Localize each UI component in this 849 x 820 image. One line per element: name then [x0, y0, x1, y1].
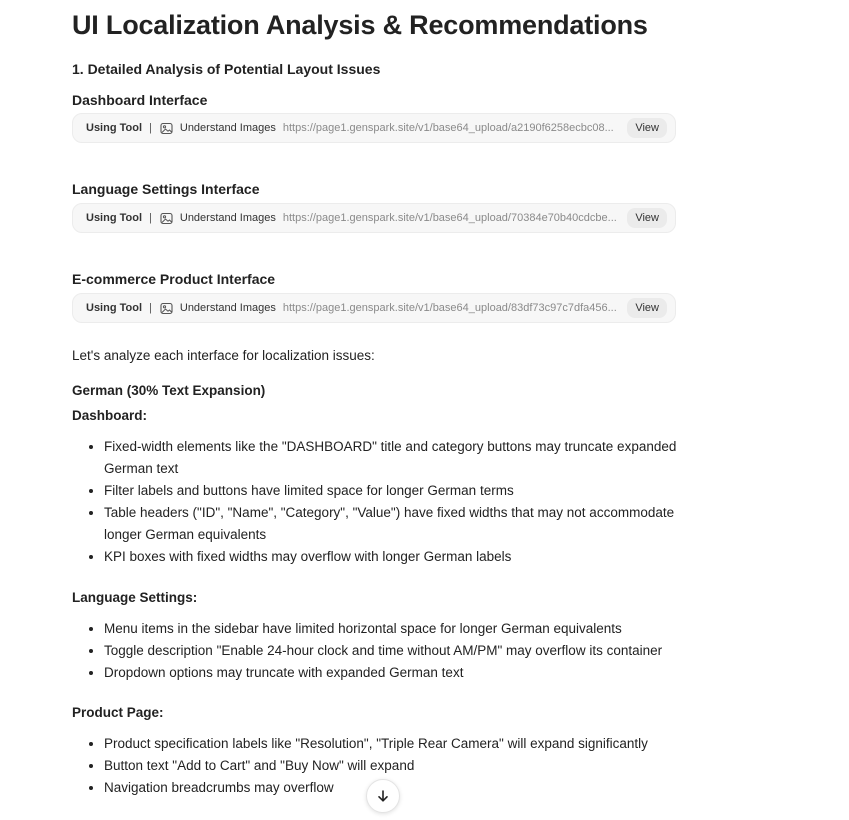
tool-call-url: https://page1.genspark.site/v1/base64_upload/70384e70b40cdcbe...	[282, 212, 617, 224]
tool-call-label: Using Tool	[86, 302, 143, 314]
tool-name: Understand Images	[179, 302, 276, 314]
dashboard-issues-list	[72, 436, 694, 568]
list-item: • Fixed-width elements like the "DASHBOARD" title and category buttons may truncate expanded German text	[104, 436, 694, 480]
image-icon	[160, 122, 173, 135]
view-button[interactable]: View	[627, 208, 667, 228]
intro-paragraph: Let's analyze each interface for localization issues:	[72, 348, 375, 363]
ecommerce-interface-heading: E-commerce Product Interface	[72, 271, 276, 287]
tool-call-card	[72, 113, 676, 143]
section-heading: 1. Detailed Analysis of Potential Layout Issues	[72, 61, 381, 77]
german-heading: German (30% Text Expansion)	[72, 383, 266, 398]
image-icon	[160, 212, 173, 225]
view-button[interactable]: View	[627, 118, 667, 138]
dashboard-heading: Dashboard:	[72, 408, 148, 423]
tool-call-url: https://page1.genspark.site/v1/base64_upload/a2190f6258ecbc08...	[282, 122, 614, 134]
list-item: • Navigation breadcrumbs may overflow	[104, 777, 694, 799]
language-settings-interface-heading: Language Settings Interface	[72, 181, 260, 197]
tool-name: Understand Images	[179, 212, 276, 224]
product-page-heading: Product Page:	[72, 705, 164, 720]
tool-call-url: https://page1.genspark.site/v1/base64_upload/83df73c97c7dfa456...	[282, 302, 617, 314]
list-item: • Filter labels and buttons have limited space for longer German terms	[104, 480, 694, 502]
language-settings-heading: Language Settings:	[72, 590, 198, 605]
view-button[interactable]: View	[627, 298, 667, 318]
image-icon	[160, 302, 173, 315]
tool-call-label: Using Tool	[86, 122, 143, 134]
arrow-down-icon	[376, 789, 390, 803]
list-item: • Button text "Add to Cart" and "Buy Now" will expand	[104, 755, 694, 777]
page-title: UI Localization Analysis & Recommendations	[72, 10, 648, 40]
dashboard-interface-heading: Dashboard Interface	[72, 92, 208, 108]
scroll-to-bottom-button[interactable]	[366, 779, 400, 813]
list-item: • Menu items in the sidebar have limited horizontal space for longer German equivalents	[104, 618, 694, 640]
tool-call-card	[72, 293, 676, 323]
language-settings-issues-list	[72, 618, 694, 684]
tool-call-separator: |	[149, 212, 152, 224]
list-item: • Toggle description "Enable 24-hour clock and time without AM/PM" may overflow its container	[104, 640, 694, 662]
tool-name: Understand Images	[179, 122, 276, 134]
list-item: • Table headers ("ID", "Name", "Category", "Value") have fixed widths that may not accommodate longer German equivalents	[104, 502, 694, 546]
tool-call-separator: |	[149, 302, 152, 314]
tool-call-card	[72, 203, 676, 233]
list-item: • Dropdown options may truncate with expanded German text	[104, 662, 694, 684]
tool-call-label: Using Tool	[86, 212, 143, 224]
tool-call-separator: |	[149, 122, 152, 134]
list-item: • KPI boxes with fixed widths may overflow with longer German labels	[104, 546, 694, 568]
list-item: • Product specification labels like "Resolution", "Triple Rear Camera" will expand significantly	[104, 733, 694, 755]
